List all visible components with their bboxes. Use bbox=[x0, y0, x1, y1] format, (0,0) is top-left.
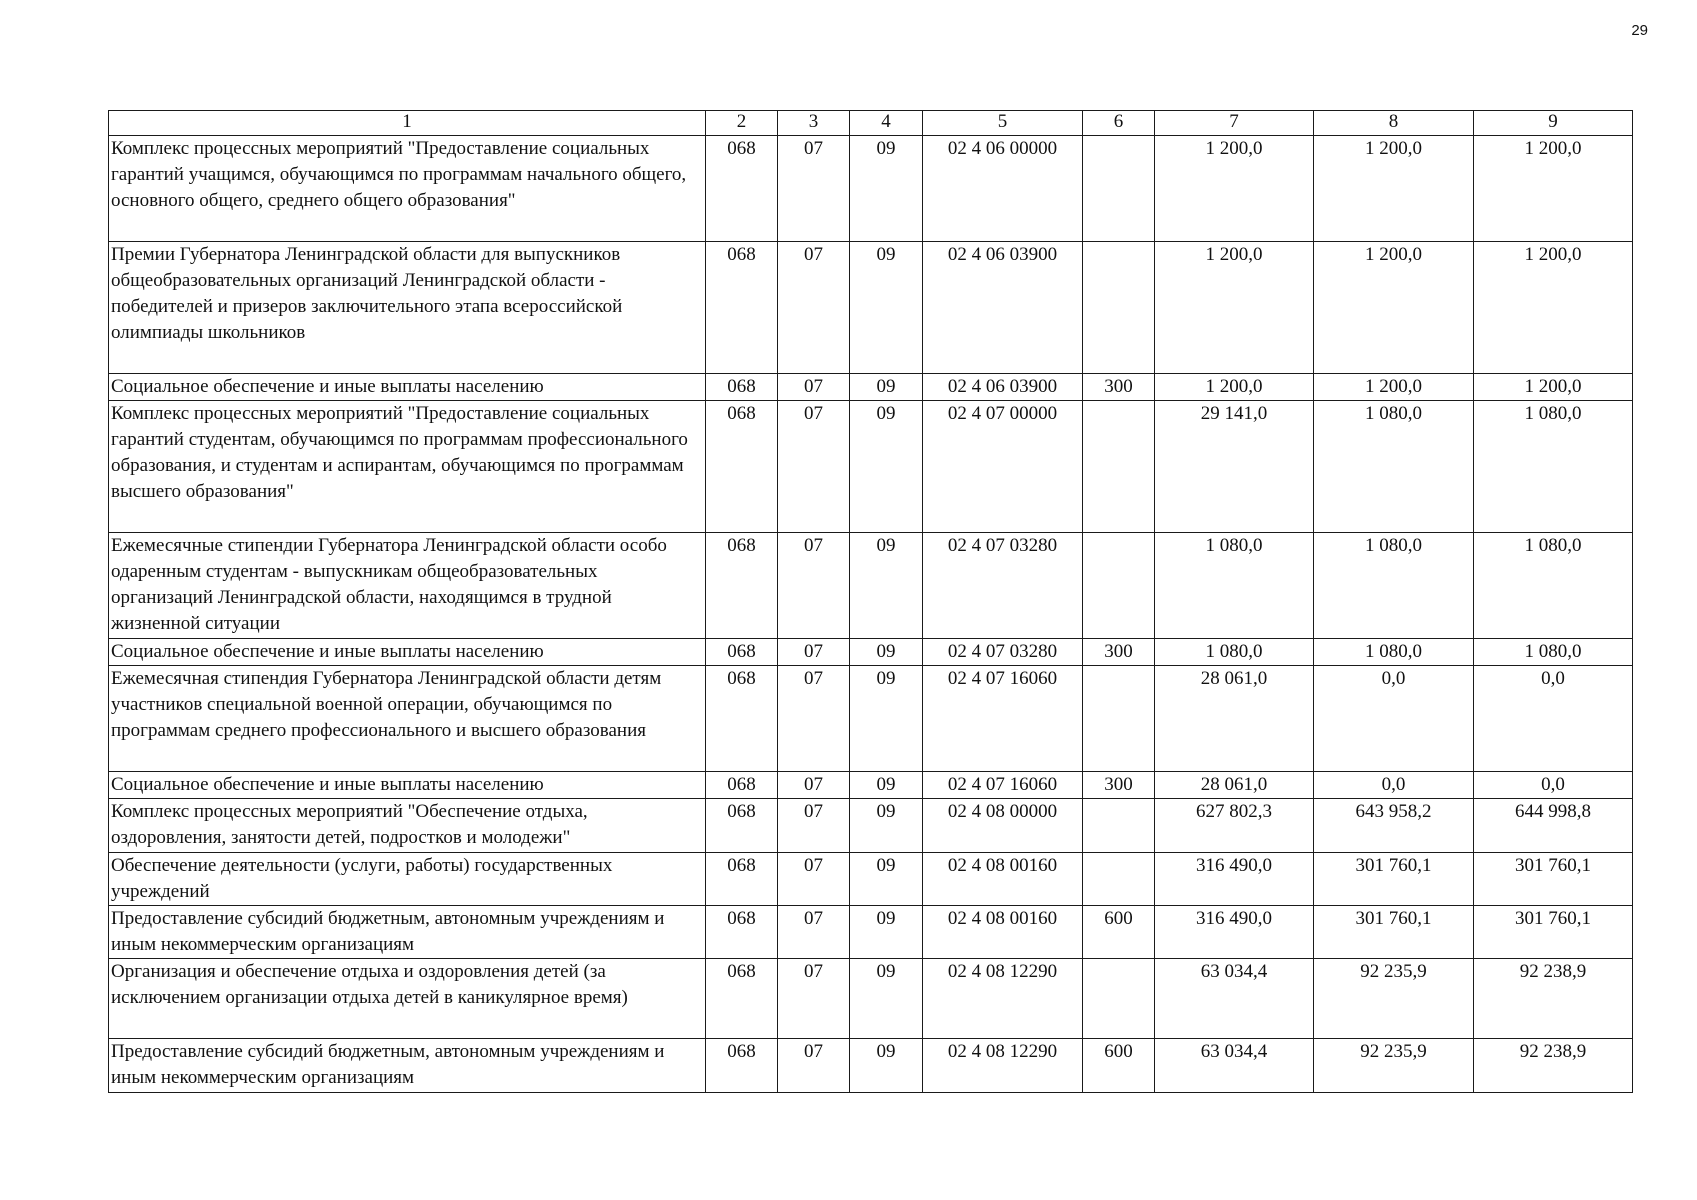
cell-amount-9: 1 080,0 bbox=[1474, 533, 1633, 639]
cell-amount-7: 316 490,0 bbox=[1155, 906, 1314, 959]
cell-amount-9: 1 200,0 bbox=[1474, 242, 1633, 374]
cell-amount-7: 1 200,0 bbox=[1155, 374, 1314, 401]
cell-expense-type: 300 bbox=[1083, 374, 1155, 401]
cell-target-article: 02 4 06 03900 bbox=[923, 374, 1083, 401]
cell-expense-type bbox=[1083, 401, 1155, 533]
table-row bbox=[109, 799, 1633, 853]
table-row bbox=[109, 666, 1633, 772]
cell-expense-type: 300 bbox=[1083, 772, 1155, 799]
cell-expense-type bbox=[1083, 799, 1155, 853]
cell-code: 068 bbox=[706, 136, 778, 242]
cell-section: 07 bbox=[778, 136, 850, 242]
table-row bbox=[109, 401, 1633, 533]
row-name: Комплекс процессных мероприятий "Обеспечение отдыха, оздоровления, занятости детей, подростков и молодежи" bbox=[109, 799, 706, 853]
cell-subsection: 09 bbox=[850, 906, 923, 959]
cell-section: 07 bbox=[778, 639, 850, 666]
cell-expense-type bbox=[1083, 853, 1155, 906]
page-number: 29 bbox=[1631, 22, 1648, 39]
cell-amount-8: 1 200,0 bbox=[1314, 136, 1474, 242]
row-name: Социальное обеспечение и иные выплаты населению bbox=[109, 772, 706, 799]
cell-amount-9: 1 200,0 bbox=[1474, 374, 1633, 401]
cell-target-article: 02 4 08 12290 bbox=[923, 1039, 1083, 1093]
cell-amount-8: 0,0 bbox=[1314, 666, 1474, 772]
cell-amount-8: 92 235,9 bbox=[1314, 959, 1474, 1039]
row-name: Социальное обеспечение и иные выплаты населению bbox=[109, 639, 706, 666]
header-cell: 4 bbox=[850, 111, 923, 136]
cell-expense-type: 600 bbox=[1083, 1039, 1155, 1093]
cell-target-article: 02 4 07 03280 bbox=[923, 533, 1083, 639]
row-name: Ежемесячные стипендии Губернатора Ленинградской области особо одаренным студентам - выпускникам общеобразовательных организаций Ленинградской области, находящимся в трудной жизненной ситуации bbox=[109, 533, 706, 639]
cell-amount-7: 1 080,0 bbox=[1155, 639, 1314, 666]
cell-target-article: 02 4 07 03280 bbox=[923, 639, 1083, 666]
cell-amount-9: 301 760,1 bbox=[1474, 853, 1633, 906]
cell-target-article: 02 4 07 16060 bbox=[923, 666, 1083, 772]
cell-amount-7: 28 061,0 bbox=[1155, 666, 1314, 772]
cell-amount-7: 1 200,0 bbox=[1155, 136, 1314, 242]
header-cell: 1 bbox=[109, 111, 706, 136]
cell-amount-9: 92 238,9 bbox=[1474, 1039, 1633, 1093]
cell-subsection: 09 bbox=[850, 374, 923, 401]
header-cell: 2 bbox=[706, 111, 778, 136]
cell-amount-9: 1 080,0 bbox=[1474, 639, 1633, 666]
cell-expense-type: 600 bbox=[1083, 906, 1155, 959]
row-name: Комплекс процессных мероприятий "Предоставление социальных гарантий учащимся, обучающимся по программам начального общего, основного общего, среднего общего образования" bbox=[109, 136, 706, 242]
cell-amount-8: 301 760,1 bbox=[1314, 906, 1474, 959]
cell-subsection: 09 bbox=[850, 242, 923, 374]
cell-expense-type: 300 bbox=[1083, 639, 1155, 666]
cell-code: 068 bbox=[706, 666, 778, 772]
row-name: Организация и обеспечение отдыха и оздоровления детей (за исключением организации отдыха детей в каникулярное время) bbox=[109, 959, 706, 1039]
cell-amount-7: 28 061,0 bbox=[1155, 772, 1314, 799]
cell-subsection: 09 bbox=[850, 1039, 923, 1093]
row-name: Ежемесячная стипендия Губернатора Ленинградской области детям участников специальной военной операции, обучающимся по программам среднего профессионального и высшего образования bbox=[109, 666, 706, 772]
row-name: Премии Губернатора Ленинградской области для выпускников общеобразовательных организаций Ленинградской области - победителей и призеров заключительного этапа всероссийской олимпиады школьников bbox=[109, 242, 706, 374]
cell-amount-8: 1 080,0 bbox=[1314, 401, 1474, 533]
table-row bbox=[109, 853, 1633, 906]
cell-amount-7: 1 080,0 bbox=[1155, 533, 1314, 639]
header-cell: 7 bbox=[1155, 111, 1314, 136]
cell-subsection: 09 bbox=[850, 639, 923, 666]
header-cell: 6 bbox=[1083, 111, 1155, 136]
cell-amount-8: 92 235,9 bbox=[1314, 1039, 1474, 1093]
row-name: Комплекс процессных мероприятий "Предоставление социальных гарантий студентам, обучающимся по программам профессионального образования, и студентам и аспирантам, обучающимся по программам высшего образования" bbox=[109, 401, 706, 533]
header-row bbox=[109, 111, 1633, 136]
table-row bbox=[109, 136, 1633, 242]
header-cell: 9 bbox=[1474, 111, 1633, 136]
cell-amount-8: 1 080,0 bbox=[1314, 639, 1474, 666]
cell-section: 07 bbox=[778, 853, 850, 906]
cell-subsection: 09 bbox=[850, 136, 923, 242]
cell-target-article: 02 4 06 00000 bbox=[923, 136, 1083, 242]
cell-expense-type bbox=[1083, 666, 1155, 772]
cell-target-article: 02 4 07 16060 bbox=[923, 772, 1083, 799]
cell-expense-type bbox=[1083, 136, 1155, 242]
cell-subsection: 09 bbox=[850, 853, 923, 906]
cell-code: 068 bbox=[706, 959, 778, 1039]
row-name: Обеспечение деятельности (услуги, работы) государственных учреждений bbox=[109, 853, 706, 906]
header-cell: 3 bbox=[778, 111, 850, 136]
table-row bbox=[109, 639, 1633, 666]
cell-amount-7: 63 034,4 bbox=[1155, 1039, 1314, 1093]
cell-section: 07 bbox=[778, 772, 850, 799]
cell-expense-type bbox=[1083, 533, 1155, 639]
cell-expense-type bbox=[1083, 959, 1155, 1039]
cell-target-article: 02 4 07 00000 bbox=[923, 401, 1083, 533]
header-cell: 8 bbox=[1314, 111, 1474, 136]
cell-amount-8: 643 958,2 bbox=[1314, 799, 1474, 853]
cell-code: 068 bbox=[706, 401, 778, 533]
cell-section: 07 bbox=[778, 242, 850, 374]
table-row bbox=[109, 959, 1633, 1039]
cell-code: 068 bbox=[706, 1039, 778, 1093]
cell-target-article: 02 4 08 12290 bbox=[923, 959, 1083, 1039]
cell-code: 068 bbox=[706, 639, 778, 666]
cell-section: 07 bbox=[778, 533, 850, 639]
cell-section: 07 bbox=[778, 666, 850, 772]
cell-amount-8: 1 200,0 bbox=[1314, 242, 1474, 374]
cell-expense-type bbox=[1083, 242, 1155, 374]
cell-section: 07 bbox=[778, 401, 850, 533]
cell-amount-7: 316 490,0 bbox=[1155, 853, 1314, 906]
cell-target-article: 02 4 08 00160 bbox=[923, 906, 1083, 959]
row-name: Предоставление субсидий бюджетным, автономным учреждениям и иным некоммерческим организациям bbox=[109, 906, 706, 959]
cell-amount-9: 1 080,0 bbox=[1474, 401, 1633, 533]
table-row bbox=[109, 374, 1633, 401]
cell-code: 068 bbox=[706, 853, 778, 906]
table-row bbox=[109, 242, 1633, 374]
cell-amount-9: 301 760,1 bbox=[1474, 906, 1633, 959]
cell-code: 068 bbox=[706, 799, 778, 853]
cell-amount-9: 0,0 bbox=[1474, 666, 1633, 772]
cell-amount-9: 1 200,0 bbox=[1474, 136, 1633, 242]
budget-table bbox=[108, 110, 1633, 1093]
cell-amount-7: 63 034,4 bbox=[1155, 959, 1314, 1039]
cell-amount-9: 92 238,9 bbox=[1474, 959, 1633, 1039]
cell-code: 068 bbox=[706, 906, 778, 959]
table-row bbox=[109, 1039, 1633, 1093]
cell-amount-7: 29 141,0 bbox=[1155, 401, 1314, 533]
cell-section: 07 bbox=[778, 799, 850, 853]
cell-amount-8: 301 760,1 bbox=[1314, 853, 1474, 906]
cell-target-article: 02 4 08 00160 bbox=[923, 853, 1083, 906]
cell-section: 07 bbox=[778, 374, 850, 401]
table-row bbox=[109, 772, 1633, 799]
cell-subsection: 09 bbox=[850, 772, 923, 799]
cell-section: 07 bbox=[778, 1039, 850, 1093]
cell-subsection: 09 bbox=[850, 533, 923, 639]
header-cell: 5 bbox=[923, 111, 1083, 136]
cell-amount-9: 0,0 bbox=[1474, 772, 1633, 799]
cell-code: 068 bbox=[706, 374, 778, 401]
table-row bbox=[109, 533, 1633, 639]
cell-amount-9: 644 998,8 bbox=[1474, 799, 1633, 853]
table-row bbox=[109, 906, 1633, 959]
cell-section: 07 bbox=[778, 906, 850, 959]
cell-target-article: 02 4 06 03900 bbox=[923, 242, 1083, 374]
cell-amount-7: 1 200,0 bbox=[1155, 242, 1314, 374]
cell-amount-8: 1 200,0 bbox=[1314, 374, 1474, 401]
cell-amount-8: 1 080,0 bbox=[1314, 533, 1474, 639]
cell-subsection: 09 bbox=[850, 799, 923, 853]
row-name: Предоставление субсидий бюджетным, автономным учреждениям и иным некоммерческим организациям bbox=[109, 1039, 706, 1093]
row-name: Социальное обеспечение и иные выплаты населению bbox=[109, 374, 706, 401]
cell-subsection: 09 bbox=[850, 401, 923, 533]
cell-amount-7: 627 802,3 bbox=[1155, 799, 1314, 853]
cell-code: 068 bbox=[706, 242, 778, 374]
cell-subsection: 09 bbox=[850, 666, 923, 772]
cell-amount-8: 0,0 bbox=[1314, 772, 1474, 799]
cell-code: 068 bbox=[706, 772, 778, 799]
cell-target-article: 02 4 08 00000 bbox=[923, 799, 1083, 853]
cell-subsection: 09 bbox=[850, 959, 923, 1039]
cell-code: 068 bbox=[706, 533, 778, 639]
cell-section: 07 bbox=[778, 959, 850, 1039]
